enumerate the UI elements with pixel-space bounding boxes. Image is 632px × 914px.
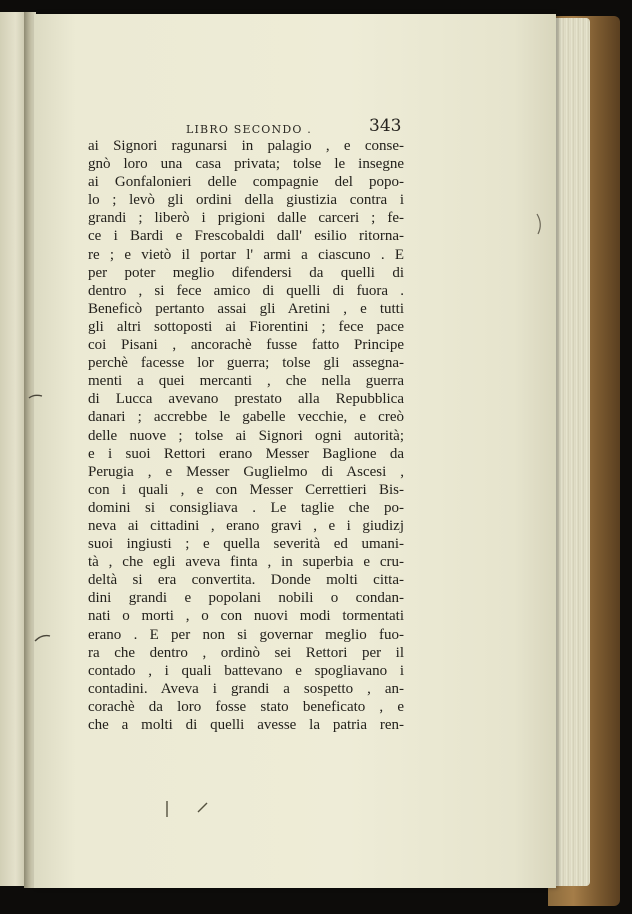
text-line: che a molti di quelli avesse la patria ren- bbox=[88, 717, 404, 733]
text-line: domini si consigliava . Le taglie che po- bbox=[88, 499, 404, 516]
text-line: corachè da loro fosse stato beneficato , e bbox=[88, 698, 404, 715]
text-line: ce i Bardi e Frescobaldi dall' esilio ritorna- bbox=[88, 228, 404, 245]
running-head: LIBRO SECONDO . bbox=[186, 123, 312, 136]
text-line: tà , che egli aveva finta , in superbia e cru- bbox=[88, 554, 404, 571]
text-line: deltà si era convertita. Donde molti citta- bbox=[88, 572, 404, 589]
page-number: 343 bbox=[369, 116, 402, 136]
ink-mark-left-lower bbox=[34, 632, 52, 644]
text-line: re ; e vietò il portar l' armi a ciascuno . E bbox=[88, 246, 404, 263]
text-line: perchè facesse lor guerra; tolse gli assegna- bbox=[88, 355, 404, 372]
text-line: erano . E per non si governar meglio fuo- bbox=[88, 626, 404, 643]
ink-mark-left bbox=[28, 392, 44, 402]
text-line: Beneficò pertanto assai gli Aretini , e tutti bbox=[88, 300, 404, 317]
text-line: nati o morti , o con nuovi modi tormentati bbox=[88, 608, 404, 625]
text-line: lo ; levò gli ordini della giustizia contra i bbox=[88, 192, 404, 209]
text-line: e i suoi Rettori erano Messer Baglione da bbox=[88, 445, 404, 462]
text-line: ai Signori ragunarsi in palagio , e conse- bbox=[88, 138, 404, 154]
text-line: menti a quei mercanti , che nella guerra bbox=[88, 373, 404, 390]
ink-mark-right bbox=[534, 212, 546, 236]
text-line: contado , i quali battevano e spogliavano i bbox=[88, 662, 404, 679]
text-line: gnò loro una casa privata; tolse le insegne bbox=[88, 156, 404, 173]
text-line: grandi ; liberò i prigioni dalle carceri ; fe- bbox=[88, 210, 404, 227]
page-body-text bbox=[88, 137, 404, 734]
text-line: ra che dentro , ordinò sei Rettori per il bbox=[88, 644, 404, 661]
ink-mark-bottom-a bbox=[162, 800, 172, 820]
text-line: gli altri sottoposti ai Fiorentini ; fece pace bbox=[88, 318, 404, 335]
facing-page-edge bbox=[0, 12, 27, 886]
text-line: dini grandi e popolani nobili o condan- bbox=[88, 590, 404, 607]
text-line: di Lucca avevano prestato alla Repubblica bbox=[88, 391, 404, 408]
text-line: ai Gonfalonieri delle compagnie del popo- bbox=[88, 174, 404, 191]
text-line: con i quali , e con Messer Cerrettieri Bis- bbox=[88, 481, 404, 498]
text-line: contadini. Aveva i grandi a sospetto , an- bbox=[88, 680, 404, 697]
text-line: danari ; accrebbe le gabelle vecchie, e creò bbox=[88, 409, 404, 426]
text-line: coi Pisani , ancorachè fusse fatto Principe bbox=[88, 337, 404, 354]
text-line: dentro , si fece amico di quelli di fuora . bbox=[88, 282, 404, 299]
text-line: delle nuove ; tolse ai Signori ogni autorità; bbox=[88, 427, 404, 444]
text-line: neva ai cittadini , erano gravi , e i giudizj bbox=[88, 517, 404, 534]
text-line: Perugia , e Messer Guglielmo di Ascesi , bbox=[88, 463, 404, 480]
ink-mark-bottom-b bbox=[196, 800, 210, 814]
text-line: per poter meglio difendersi da quelli di bbox=[88, 264, 404, 281]
text-line: suoi ingiusti ; e quella severità ed umani- bbox=[88, 536, 404, 553]
